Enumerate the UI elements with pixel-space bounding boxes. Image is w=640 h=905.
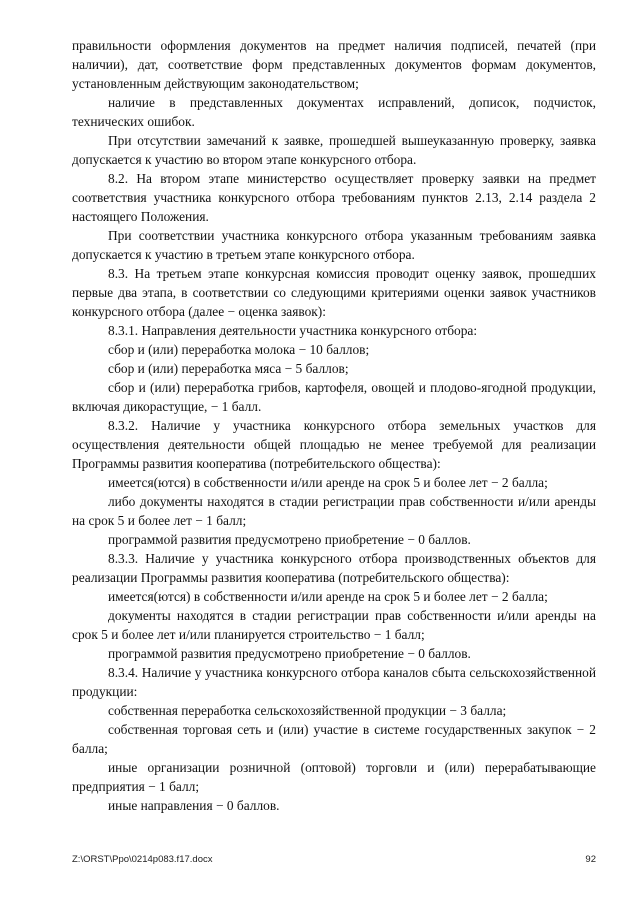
paragraph: документы находятся в стадии регистрации прав собственности и/или аренды на срок 5 и более лет и/или планируется строительство − 1 балл; [72, 608, 596, 642]
paragraph: сбор и (или) переработка молока − 10 баллов; [108, 342, 370, 357]
paragraph: имеется(ются) в собственности и/или аренде на срок 5 и более лет − 2 балла; [108, 475, 548, 490]
footer-file-path: Z:\ORST\Ppo\0214p083.f17.docx [72, 854, 213, 865]
paragraph: 8.2. На втором этапе министерство осуществляет проверку заявки на предмет соответствия участника конкурсного отбора требованиям пунктов 2.13, 2.14 раздела 2 настоящего Положения. [72, 171, 596, 224]
paragraph: 8.3. На третьем этапе конкурсная комиссия проводит оценку заявок, прошедших первые два этапа, в соответствии со следующими критериями оценки заявок участников конкурсного отбора (далее − оценка заявок): [72, 266, 596, 319]
paragraph: При соответствии участника конкурсного отбора указанным требованиям заявка допускается к участию в третьем этапе конкурсного отбора. [72, 228, 596, 262]
paragraph: программой развития предусмотрено приобретение − 0 баллов. [108, 646, 471, 661]
paragraph: 8.3.4. Наличие у участника конкурсного отбора каналов сбыта сельскохозяйственной продукции: [72, 665, 596, 699]
paragraph: При отсутствии замечаний к заявке, прошедшей вышеуказанную проверку, заявка допускается к участию во втором этапе конкурсного отбора. [72, 133, 596, 167]
paragraph: 8.3.1. Направления деятельности участника конкурсного отбора: [108, 323, 478, 338]
paragraph: 8.3.3. Наличие у участника конкурсного отбора производственных объектов для реализации Программы развития кооператива (потребительского общества): [72, 551, 596, 585]
paragraph: программой развития предусмотрено приобретение − 0 баллов. [108, 532, 471, 547]
paragraph: наличие в представленных документах исправлений, дописок, подчисток, технических ошибок. [72, 95, 596, 129]
document-body [72, 36, 596, 815]
paragraph: 8.3.2. Наличие у участника конкурсного отбора земельных участков для осуществления деятельности общей площадью не менее требуемой для реализации Программы развития кооператива (потребительского общества): [72, 418, 596, 471]
paragraph: иные направления − 0 баллов. [108, 798, 280, 813]
paragraph: либо документы находятся в стадии регистрации прав собственности и/или аренды на срок 5 и более лет − 1 балл; [72, 494, 596, 528]
page-number: 92 [585, 854, 596, 865]
paragraph: сбор и (или) переработка грибов, картофеля, овощей и плодово-ягодной продукции, включая дикорастущие, − 1 балл. [72, 380, 596, 414]
paragraph: собственная торговая сеть и (или) участие в системе государственных закупок − 2 балла; [72, 722, 596, 756]
paragraph: имеется(ются) в собственности и/или аренде на срок 5 и более лет − 2 балла; [108, 589, 548, 604]
paragraph: правильности оформления документов на предмет наличия подписей, печатей (при наличии), дат, соответствие форм представленных документов формам документов, установленным действующим законодательством; [72, 38, 596, 91]
paragraph: собственная переработка сельскохозяйственной продукции − 3 балла; [108, 703, 507, 718]
paragraph: сбор и (или) переработка мяса − 5 баллов; [108, 361, 349, 376]
paragraph: иные организации розничной (оптовой) торговли и (или) перерабатывающие предприятия − 1 балл; [72, 760, 596, 794]
